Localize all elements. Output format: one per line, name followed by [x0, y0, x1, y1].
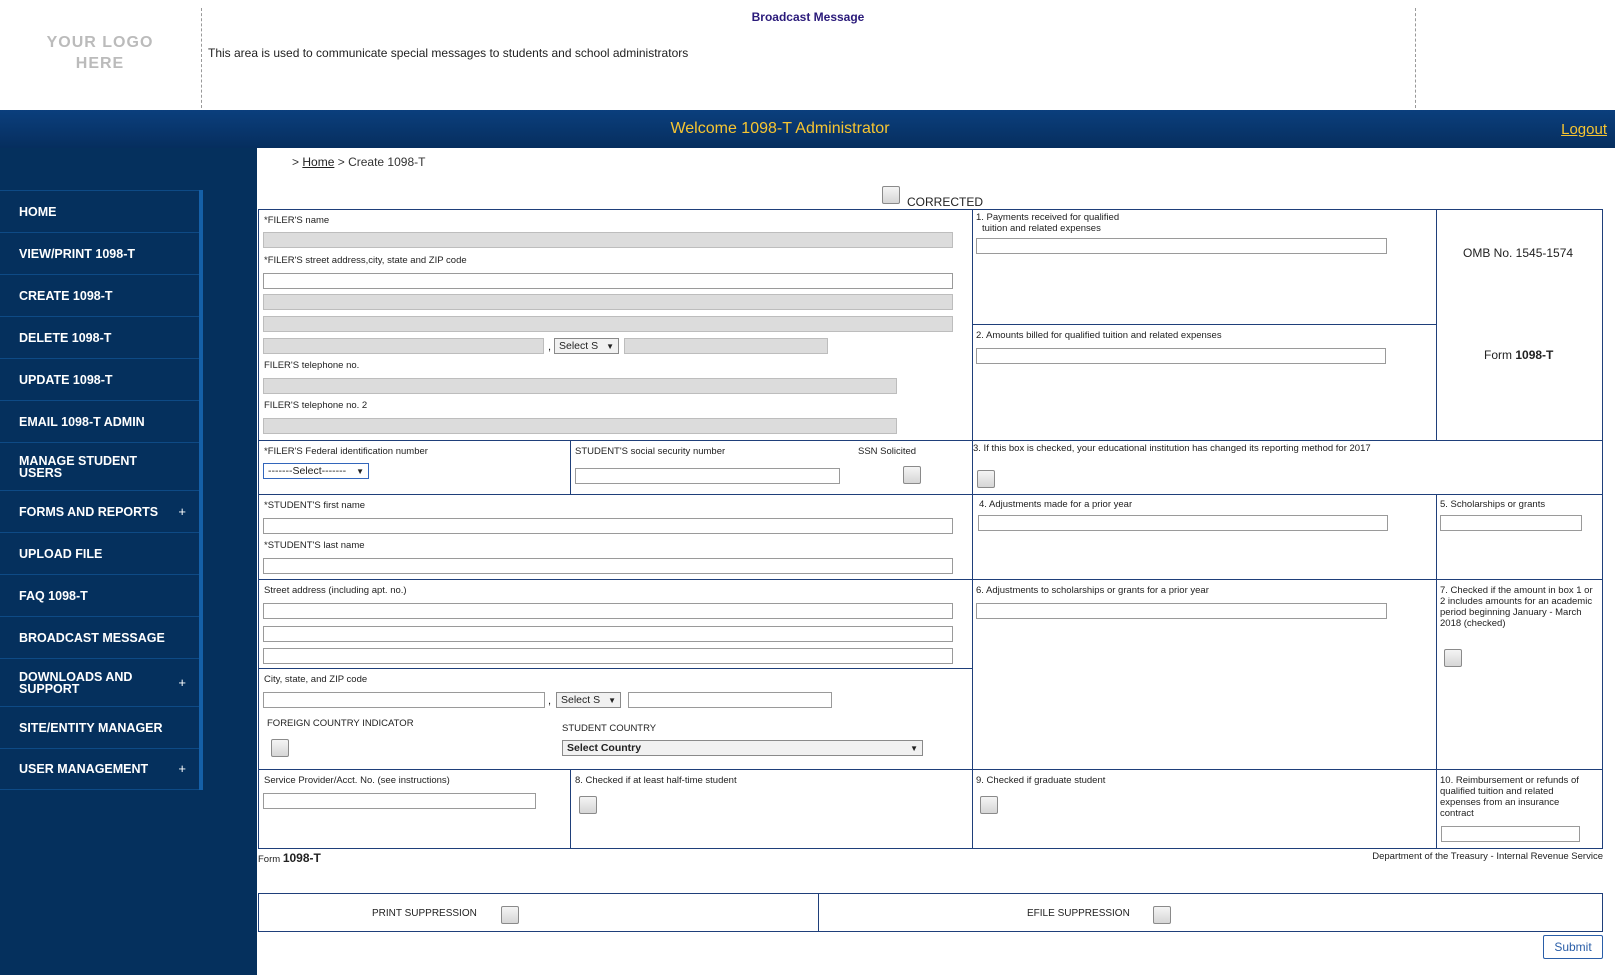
box7-label: 7. Checked if the amount in box 1 or 2 includes amounts for an academic period beginning January - March 2018 (checked): [1440, 585, 1593, 629]
form-divider-omb: [1436, 209, 1437, 441]
filer-state-value: Select S: [559, 340, 599, 352]
welcome-text: Welcome 1098-T Administrator: [670, 120, 890, 137]
filer-city-field[interactable]: [263, 338, 544, 354]
box1-payments-field[interactable]: [976, 238, 1387, 254]
form-row-divider-1: [258, 440, 1603, 441]
filer-phone-label: FILER'S telephone no.: [264, 360, 360, 371]
sidebar-item-label: EMAIL 1098-T ADMIN: [19, 414, 145, 429]
sidebar-item-upload-file[interactable]: [0, 532, 199, 574]
foreign-country-checkbox[interactable]: [271, 739, 289, 757]
city-state-zip-label: City, state, and ZIP code: [264, 674, 368, 685]
filer-phone-field[interactable]: [263, 378, 897, 394]
student-last-name-label: *STUDENT'S last name: [264, 540, 365, 551]
form-title-prefix: Form: [1484, 348, 1512, 362]
broadcast-text: This area is used to communicate special messages to students and school administrators: [208, 46, 689, 60]
filer-address-line1[interactable]: [263, 273, 953, 289]
form-divider-mid: [972, 209, 973, 849]
form-row-divider-3: [258, 579, 1603, 580]
box1-label: [976, 212, 1276, 234]
comma: ,: [548, 695, 552, 707]
sidebar-item-downloads-support[interactable]: [0, 658, 199, 706]
filer-address-line2[interactable]: [263, 294, 953, 310]
service-provider-field[interactable]: [263, 793, 536, 809]
expand-icon[interactable]: +: [178, 761, 186, 776]
form-border-right: [1602, 209, 1603, 849]
street-address-label: Street address (including apt. no.): [264, 585, 407, 596]
irs-department-text: Department of the Treasury - Internal Revenue Service: [1372, 851, 1603, 862]
student-first-name-field[interactable]: [263, 518, 953, 534]
box6-label: 6. Adjustments to scholarships or grants for a prior year: [976, 585, 1209, 596]
filer-zip-field[interactable]: [624, 338, 828, 354]
box10-reimbursement-field[interactable]: [1441, 826, 1580, 842]
box1-label-line1: 1. Payments received for qualified: [976, 212, 1120, 223]
box8-label: 8. Checked if at least half-time student: [575, 775, 737, 786]
student-country-select[interactable]: [562, 740, 923, 756]
expand-icon[interactable]: +: [178, 503, 186, 519]
ssn-solicited-label: SSN Solicited: [858, 446, 917, 457]
sidebar-item-home[interactable]: [0, 190, 199, 232]
street-address-line3[interactable]: [263, 648, 953, 664]
box2-label: 2. Amounts billed for qualified tuition and related expenses: [976, 330, 1222, 341]
form-title: [1484, 348, 1553, 362]
sidebar-item-update[interactable]: [0, 358, 199, 400]
sidebar-item-manage-student-users[interactable]: [0, 442, 199, 490]
sidebar-item-email-admin[interactable]: [0, 400, 199, 442]
corrected-checkbox[interactable]: [882, 186, 900, 204]
sidebar-nav: [0, 190, 203, 790]
street-address-line2[interactable]: [263, 626, 953, 642]
corrected-label: CORRECTED: [907, 195, 984, 209]
student-country-label: STUDENT COUNTRY: [562, 723, 657, 734]
form-divider-ssn: [570, 440, 571, 495]
logo-line1: YOUR LOGO: [46, 34, 154, 51]
sidebar-item-label: BROADCAST MESSAGE: [19, 630, 165, 645]
sidebar-item-label: DOWNLOADS AND SUPPORT: [19, 669, 133, 696]
student-state-select[interactable]: [556, 692, 621, 708]
sidebar-item-faq[interactable]: [0, 574, 199, 616]
box9-label: 9. Checked if graduate student: [976, 775, 1106, 786]
filer-name-label: *FILER'S name: [264, 215, 330, 226]
box1-label-line2: tuition and related expenses: [982, 223, 1101, 234]
breadcrumb-prefix: >: [292, 155, 300, 169]
foreign-country-indicator-label: FOREIGN COUNTRY INDICATOR: [267, 718, 414, 729]
form-divider-box8: [570, 769, 571, 849]
sidebar-item-label: FORMS AND REPORTS: [19, 504, 159, 519]
filer-name-field[interactable]: [263, 232, 953, 248]
sidebar-item-user-management[interactable]: [0, 748, 199, 790]
student-zip-field[interactable]: [628, 692, 832, 708]
student-ssn-field[interactable]: [575, 468, 840, 484]
form-row-divider-4: [258, 769, 1603, 770]
form-row-divider-city: [258, 668, 972, 669]
service-provider-label: Service Provider/Acct. No. (see instructions): [264, 775, 450, 786]
sidebar-item-label: UPLOAD FILE: [19, 546, 103, 561]
box10-label: 10. Reimbursement or refunds of qualified tuition and related expenses from an insurance contract: [1440, 775, 1579, 819]
filer-address-line3[interactable]: [263, 316, 953, 332]
box6-adjustments-scholarships-field[interactable]: [976, 603, 1387, 619]
form-footer-name: 1098-T: [282, 851, 321, 865]
omb-number: OMB No. 1545-1574: [1463, 246, 1574, 260]
sidebar-item-create[interactable]: [0, 274, 199, 316]
logo-placeholder: [0, 0, 200, 110]
filer-fed-id-value: -------Select-------: [268, 465, 347, 477]
street-address-line1[interactable]: [263, 603, 953, 619]
form-border-left: [258, 209, 259, 849]
box5-label: 5. Scholarships or grants: [1440, 499, 1546, 510]
box4-adjustments-field[interactable]: [978, 515, 1388, 531]
sidebar-item-label: UPDATE 1098-T: [19, 372, 113, 387]
box3-label: 3. If this box is checked, your educational institution has changed its reporting method for 2017: [973, 443, 1371, 454]
form-divider-right-col: [1436, 494, 1437, 849]
expand-icon[interactable]: +: [178, 674, 186, 690]
chevron-down-icon: ▼: [356, 466, 364, 476]
form-footer-title: [258, 851, 321, 865]
sidebar-item-label: SITE/ENTITY MANAGER: [19, 720, 163, 735]
sidebar-item-site-entity-manager[interactable]: [0, 706, 199, 748]
sidebar-item-label: CREATE 1098-T: [19, 288, 113, 303]
box5-scholarships-field[interactable]: [1440, 515, 1582, 531]
logo-line2: HERE: [75, 55, 125, 72]
box3-checkbox[interactable]: [977, 470, 995, 488]
submit-button[interactable]: Submit: [1543, 935, 1603, 959]
form-border-top: [258, 209, 1603, 210]
comma: ,: [548, 341, 552, 353]
efile-suppression-label: EFILE SUPPRESSION: [1027, 908, 1130, 919]
box2-amounts-billed-field[interactable]: [976, 348, 1386, 364]
suppression-divider: [818, 893, 819, 932]
filer-address-label: *FILER'S street address,city, state and ZIP code: [264, 255, 467, 266]
breadcrumb-current: Create 1098-T: [348, 155, 426, 169]
form-divider-box1-2: [972, 324, 1436, 325]
filer-phone2-label: FILER'S telephone no. 2: [264, 400, 368, 411]
print-suppression-label: PRINT SUPPRESSION: [372, 908, 477, 919]
chevron-down-icon: ▼: [910, 743, 918, 753]
chevron-down-icon: ▼: [608, 695, 616, 705]
form-footer-prefix: Form: [258, 854, 281, 865]
sidebar-item-label: FAQ 1098-T: [19, 588, 88, 603]
sidebar-item-forms-reports[interactable]: [0, 490, 199, 532]
student-ssn-label: STUDENT'S social security number: [575, 446, 726, 457]
box8-checkbox[interactable]: [579, 796, 597, 814]
sidebar-item-label: DELETE 1098-T: [19, 330, 112, 345]
sidebar-item-label: USER MANAGEMENT: [19, 762, 149, 776]
box9-checkbox[interactable]: [980, 796, 998, 814]
header-divider-right: [1415, 8, 1416, 108]
box4-label: 4. Adjustments made for a prior year: [979, 499, 1133, 510]
breadcrumb: [292, 155, 425, 169]
sidebar-item-delete[interactable]: [0, 316, 199, 358]
print-suppression-checkbox[interactable]: [501, 906, 519, 924]
student-country-value: Select Country: [567, 742, 642, 754]
filer-phone2-field[interactable]: [263, 418, 897, 434]
breadcrumb-home-link[interactable]: Home: [302, 155, 335, 169]
filer-fed-id-select[interactable]: [263, 463, 369, 479]
sidebar-item-label: VIEW/PRINT 1098-T: [19, 246, 135, 261]
student-city-field[interactable]: [263, 692, 545, 708]
breadcrumb-separator: >: [337, 155, 345, 169]
form-title-name: 1098-T: [1515, 348, 1554, 362]
logout-link[interactable]: Logout: [1561, 121, 1607, 138]
header-divider-left: [201, 8, 202, 108]
student-state-value: Select S: [561, 694, 601, 706]
student-last-name-field[interactable]: [263, 558, 953, 574]
sidebar-item-broadcast-message[interactable]: [0, 616, 199, 658]
filer-state-select[interactable]: [554, 338, 619, 354]
ssn-solicited-checkbox[interactable]: [903, 466, 921, 484]
form-border-bottom: [258, 848, 1603, 849]
sidebar-item-view-print[interactable]: [0, 232, 199, 274]
box7-checkbox[interactable]: [1444, 649, 1462, 667]
sidebar-item-label: HOME: [19, 204, 57, 219]
sidebar-item-label: MANAGE STUDENT USERS: [19, 453, 138, 480]
form-row-divider-2: [258, 494, 1603, 495]
efile-suppression-checkbox[interactable]: [1153, 906, 1171, 924]
filer-fed-id-label: *FILER'S Federal identification number: [264, 446, 428, 457]
broadcast-title: Broadcast Message: [751, 10, 865, 24]
chevron-down-icon: ▼: [606, 341, 614, 351]
student-first-name-label: *STUDENT'S first name: [264, 500, 366, 511]
